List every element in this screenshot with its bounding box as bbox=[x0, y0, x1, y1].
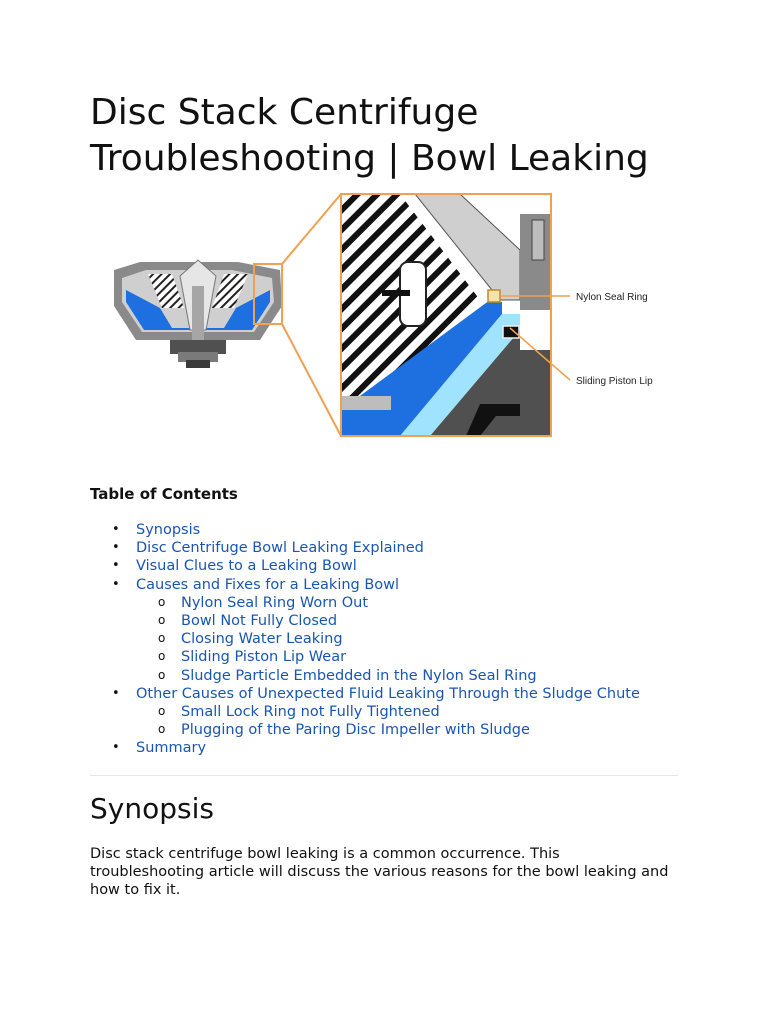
toc-item bbox=[90, 685, 710, 703]
bowl-overview bbox=[114, 260, 282, 368]
toc-item bbox=[90, 721, 710, 739]
toc-item bbox=[90, 667, 710, 685]
toc-item bbox=[90, 594, 710, 612]
toc-section-link[interactable]: Synopsis bbox=[136, 522, 201, 538]
toc-item bbox=[90, 557, 710, 575]
toc-item bbox=[90, 521, 710, 539]
toc-section-link[interactable]: Disc Centrifuge Bowl Leaking Explained bbox=[136, 540, 424, 557]
callout-nylon-seal-ring: Nylon Seal Ring bbox=[576, 292, 648, 303]
toc-subsection-link[interactable]: Nylon Seal Ring Worn Out bbox=[181, 594, 369, 611]
toc-item bbox=[90, 576, 710, 594]
toc-list bbox=[90, 521, 710, 758]
sliding-piston-lip-marker bbox=[503, 326, 519, 338]
toc-subsection-link[interactable]: Plugging of the Paring Disc Impeller with Sludge bbox=[181, 722, 530, 739]
toc-section-link[interactable]: Causes and Fixes for a Leaking Bowl bbox=[136, 576, 400, 593]
zoom-detail bbox=[341, 194, 551, 436]
section-divider bbox=[90, 775, 678, 776]
toc-item bbox=[90, 648, 710, 666]
callout-sliding-piston-lip: Sliding Piston Lip bbox=[576, 376, 653, 387]
toc-subsection-link[interactable]: Small Lock Ring not Fully Tightened bbox=[181, 704, 440, 721]
zoom-line-bottom bbox=[282, 324, 341, 436]
toc-section-link[interactable]: Visual Clues to a Leaking Bowl bbox=[136, 558, 357, 575]
toc-heading: Table of Contents bbox=[90, 485, 238, 503]
toc-item bbox=[90, 630, 710, 648]
zoom-line-top bbox=[282, 194, 341, 264]
toc-subsection-link[interactable]: Closing Water Leaking bbox=[181, 631, 343, 648]
toc-subsection-link[interactable]: Sludge Particle Embedded in the Nylon Seal Ring bbox=[181, 667, 537, 684]
synopsis-heading: Synopsis bbox=[90, 792, 214, 825]
toc-section-link[interactable]: Other Causes of Unexpected Fluid Leaking Through the Sludge Chute bbox=[136, 685, 640, 702]
toc-item bbox=[90, 539, 710, 557]
toc-item bbox=[90, 612, 710, 630]
toc-item bbox=[90, 739, 710, 757]
page-title: Disc Stack Centrifuge Troubleshooting | Bowl Leaking bbox=[90, 92, 649, 179]
nylon-seal-ring-marker bbox=[488, 290, 500, 302]
diagram-svg bbox=[100, 190, 660, 442]
toc-subsection-link[interactable]: Bowl Not Fully Closed bbox=[181, 613, 338, 630]
centrifuge-bowl-diagram bbox=[100, 190, 660, 442]
synopsis-paragraph: Disc stack centrifuge bowl leaking is a common occurrence. This troubleshooting article will discuss the various reasons for the bowl leaking and how to fix it. bbox=[90, 846, 669, 899]
toc-item bbox=[90, 703, 710, 721]
toc-section-link[interactable]: Summary bbox=[136, 740, 207, 757]
toc-subsection-link[interactable]: Sliding Piston Lip Wear bbox=[181, 649, 347, 666]
table-of-contents bbox=[90, 521, 710, 758]
